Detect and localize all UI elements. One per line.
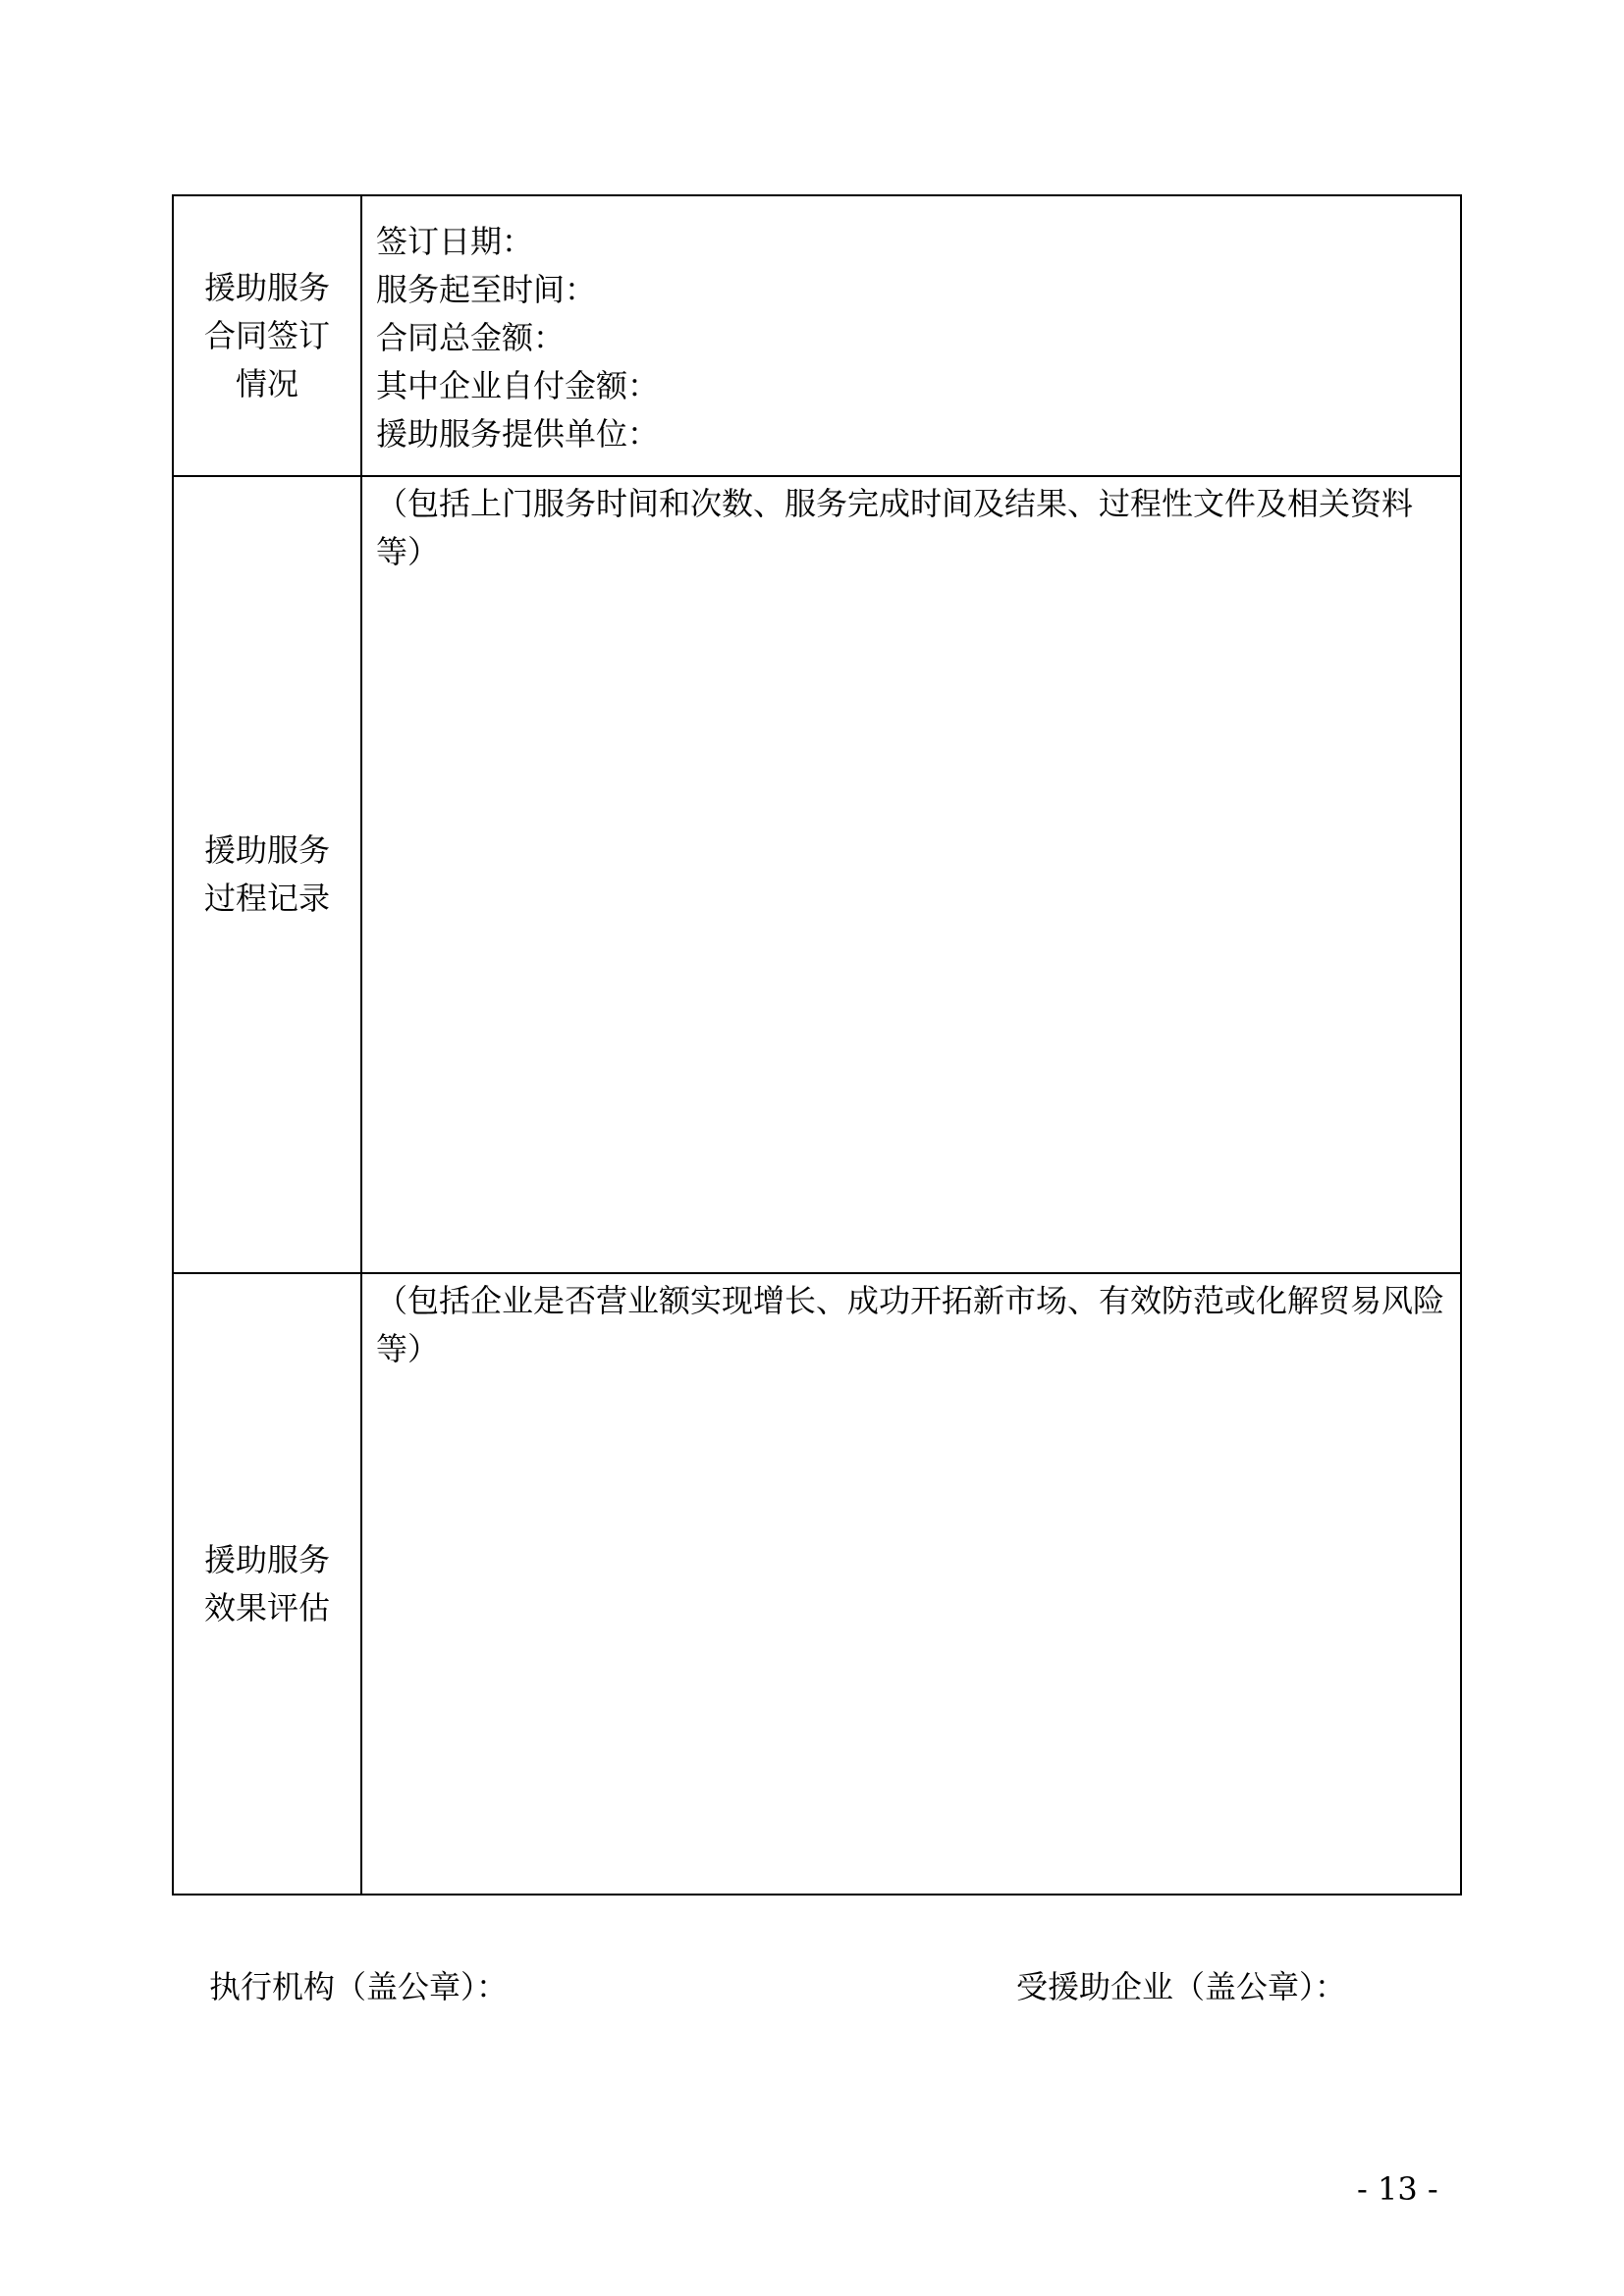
effect-evaluation-content[interactable] bbox=[361, 1273, 1461, 1895]
effect-label-line-2: 效果评估 bbox=[203, 1588, 330, 1627]
process-label-line-1: 援助服务 bbox=[203, 831, 330, 869]
process-label-line-2: 过程记录 bbox=[203, 880, 330, 917]
effect-evaluation-row bbox=[173, 1273, 1461, 1895]
process-record-content[interactable] bbox=[361, 476, 1461, 1273]
page-number: - 13 - bbox=[1357, 2170, 1438, 2208]
contract-label-line-1: 援助服务 bbox=[203, 268, 330, 306]
effect-label-line-1: 援助服务 bbox=[203, 1540, 330, 1578]
service-period-field: 服务起至时间： bbox=[376, 271, 597, 308]
assistance-service-form-table bbox=[172, 194, 1462, 1896]
effect-evaluation-label bbox=[173, 1273, 361, 1895]
contract-signing-content[interactable] bbox=[361, 195, 1461, 476]
signing-date-field: 签订日期： bbox=[376, 223, 534, 260]
effect-evaluation-hint: （包括企业是否营业额实现增长、成功开拓新市场、有效防范或化解贸易风险等） bbox=[376, 1282, 1445, 1367]
recipient-seal-label: 受援助企业（盖公章）： bbox=[1016, 1968, 1347, 2005]
contract-signing-row bbox=[173, 195, 1461, 476]
self-paid-amount-field: 其中企业自付金额： bbox=[376, 367, 660, 404]
contract-signing-label bbox=[173, 195, 361, 476]
executor-seal-label: 执行机构（盖公章）： bbox=[209, 1968, 509, 2005]
process-record-row bbox=[173, 476, 1461, 1273]
contract-label-line-2: 合同签订 bbox=[203, 316, 330, 354]
process-record-label bbox=[173, 476, 361, 1273]
contract-total-amount-field: 合同总金额： bbox=[376, 319, 566, 356]
process-record-hint: （包括上门服务时间和次数、服务完成时间及结果、过程性文件及相关资料等） bbox=[376, 485, 1414, 570]
service-provider-field: 援助服务提供单位： bbox=[376, 415, 660, 453]
contract-label-line-3: 情况 bbox=[235, 364, 298, 402]
